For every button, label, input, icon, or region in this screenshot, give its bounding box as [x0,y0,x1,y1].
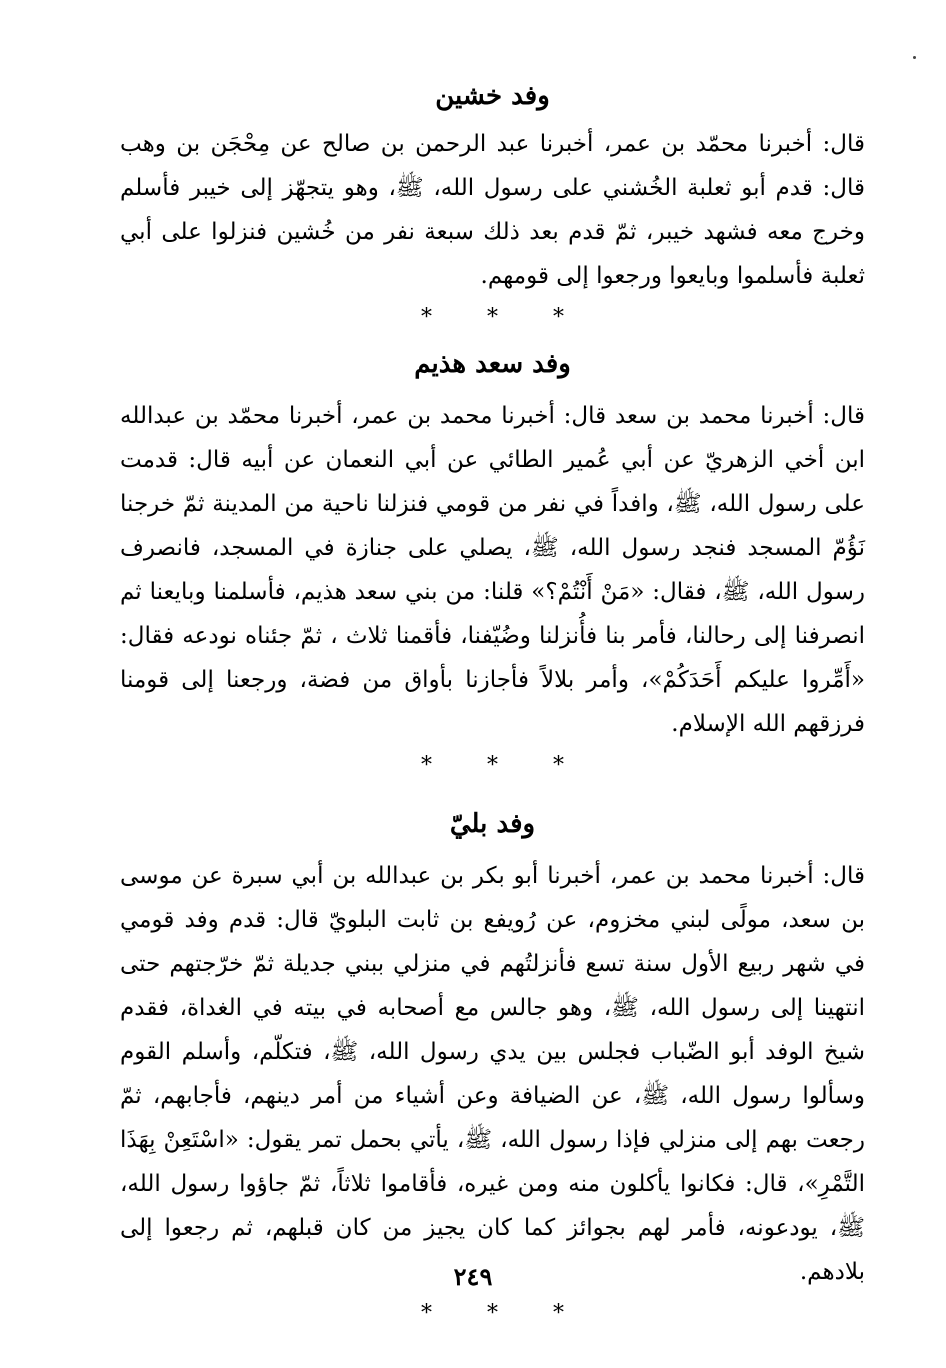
section-text-baliyy: قال: أخبرنا محمد بن عمر، أخبرنا أبو بكر بن عبدالله بن أبي سبرة عن موسى بن سعد، مولًى لبني مخزوم، عن رُويفع بن ثابت البلويّ قال: قدم وفد قومي في شهر ربيع الأول سنة تسع فأنزلتُهم في منزلي ببني جديلة ثمّ خرّجتهم حتى انتهينا إلى رسول الله، ﷺ، وهو جالس مع أصحابه في بيته في الغداة، فقدم شيخ الوفد أبو الضّباب فجلس بين يدي رسول الله، ﷺ، فتكلّم، وأسلم القوم وسألوا رسول الله، ﷺ، عن الضيافة وعن أشياء من أمر دينهم، فأجابهم، ثمّ رجعت بهم إلى منزلي فإذا رسول الله، ﷺ، يأتي بحمل تمر يقول: «اسْتَعِنْ بِهَذَا التَّمْرِ»، قال: فكانوا يأكلون منه ومن غيره، فأقاموا ثلاثاً، ثمّ جاؤوا رسول الله، ﷺ، يودعونه، فأمر لهم بجوائز كما كان يجيز من كان قبلهم، ثم رجعوا إلى بلادهم. [120,863,865,1285]
section-title-khushayn: وفد خشين [435,81,550,111]
separator-star: * [487,753,498,778]
page-speck [913,56,916,59]
separator-star: * [421,753,432,778]
separator-star: * [553,305,564,330]
section-separator [120,1294,865,1334]
page-number: ٢٤٩ [453,1262,493,1291]
section-text-khushayn: قال: أخبرنا محمّد بن عمر، أخبرنا عبد الرحمن بن صالح عن مِحْجَن بن وهب قال: قدم أبو ثعلبة الخُشني على رسول الله، ﷺ، وهو يتجهّز إلى خيبر فأسلم وخرج معه فشهد خيبر، ثمّ قدم بعد ذلك سبعة نفر من خُشين فنزلوا على أبي ثعلبة فأسلموا وبايعوا ورجعوا إلى قومهم. [120,131,865,289]
section-separator [120,298,865,338]
separator-star: * [487,1301,498,1326]
separator-star: * [421,305,432,330]
separator-star: * [553,753,564,778]
section-title-saad-hudhaym: وفد سعد هذيم [414,349,571,379]
separator-star: * [487,305,498,330]
section-text-saad-hudhaym: قال: أخبرنا محمد بن سعد قال: أخبرنا محمد بن عمر، أخبرنا محمّد بن عبدالله ابن أخي الزهريّ عن أبي عُمير الطائي عن أبي النعمان عن أبيه قال: قدمت على رسول الله، ﷺ، وافداً في نفر من قومي فنزلنا ناحية من المدينة ثمّ خرجنا نَؤُمّ المسجد فنجد رسول الله، ﷺ، يصلي على جنازة في المسجد، فانصرف رسول الله، ﷺ، فقال: «مَنْ أَنْتُمْ؟» قلنا: من بني سعد هذيم، فأسلمنا وبايعنا ثم انصرفنا إلى رحالنا، فأمر بنا فأُنزلنا وضُيّفنا، فأقمنا ثلاث ، ثمّ جئناه نودعه فقال: «أَمِّروا عليكم أَحَدَكُمْ»، وأمر بلالاً فأجازنا بأواق من فضة، ورجعنا إلى قومنا فرزقهم الله الإسلام. [120,403,865,737]
page-body [120,70,865,1334]
section-separator [120,746,865,786]
separator-star: * [421,1301,432,1326]
separator-star: * [553,1301,564,1326]
section-title-baliyy: وفد بليّ [449,809,536,839]
